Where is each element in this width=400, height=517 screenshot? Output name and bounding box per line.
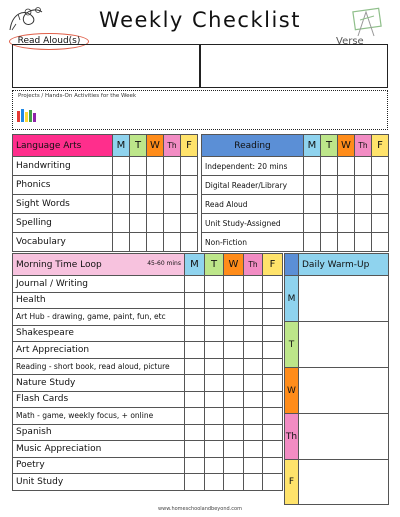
check-cell[interactable]	[181, 176, 198, 195]
check-cell[interactable]	[164, 233, 181, 252]
morning-time-table	[12, 253, 283, 491]
check-cell[interactable]	[205, 325, 224, 342]
warm-up-day-monday: M	[285, 276, 299, 322]
check-cell[interactable]	[164, 157, 181, 176]
check-cell[interactable]	[338, 195, 355, 214]
daily-warm-up-heading: Daily Warm-Up	[299, 254, 389, 276]
reading-item-label: Non-Fiction	[202, 233, 304, 252]
verse-box[interactable]	[200, 44, 388, 88]
check-cell[interactable]	[130, 157, 147, 176]
morning-time-heading	[13, 254, 185, 276]
reading-item-label: Digital Reader/Library	[202, 176, 304, 195]
check-cell[interactable]	[224, 441, 244, 458]
check-cell[interactable]	[205, 375, 224, 392]
check-cell[interactable]	[205, 276, 224, 293]
check-cell[interactable]	[113, 233, 130, 252]
check-cell[interactable]	[244, 391, 263, 408]
check-cell[interactable]	[130, 233, 147, 252]
activity-label: Health	[13, 292, 185, 309]
check-cell[interactable]	[263, 441, 283, 458]
warm-up-day-tuesday: T	[285, 322, 299, 368]
warm-up-day-wednesday: W	[285, 368, 299, 414]
check-cell[interactable]	[244, 309, 263, 326]
check-cell[interactable]	[185, 292, 205, 309]
day-wednesday: W	[147, 135, 164, 157]
verse-label: Verse	[336, 36, 364, 47]
check-cell[interactable]	[355, 214, 372, 233]
check-cell[interactable]	[205, 457, 224, 474]
check-cell[interactable]	[130, 176, 147, 195]
check-cell[interactable]	[244, 342, 263, 359]
activity-label: Spanish	[13, 424, 185, 441]
check-cell[interactable]	[130, 214, 147, 233]
check-cell[interactable]	[321, 214, 338, 233]
day-monday: M	[185, 254, 205, 276]
check-cell[interactable]	[263, 342, 283, 359]
check-cell[interactable]	[321, 176, 338, 195]
check-cell[interactable]	[338, 214, 355, 233]
projects-label: Projects / Hands-On Activities for the Week	[18, 93, 137, 99]
check-cell[interactable]	[113, 176, 130, 195]
check-cell[interactable]	[185, 358, 205, 375]
check-cell[interactable]	[164, 176, 181, 195]
check-cell[interactable]	[304, 214, 321, 233]
check-cell[interactable]	[185, 474, 205, 491]
day-thursday: Th	[355, 135, 372, 157]
check-cell[interactable]	[321, 157, 338, 176]
check-cell[interactable]	[244, 408, 263, 425]
check-cell[interactable]	[304, 233, 321, 252]
check-cell[interactable]	[164, 195, 181, 214]
check-cell[interactable]	[185, 375, 205, 392]
check-cell[interactable]	[304, 195, 321, 214]
activity-label: Journal / Writing	[13, 276, 185, 293]
check-cell[interactable]	[355, 195, 372, 214]
check-cell[interactable]	[185, 309, 205, 326]
check-cell[interactable]	[113, 214, 130, 233]
check-cell[interactable]	[263, 309, 283, 326]
check-cell[interactable]	[244, 276, 263, 293]
activity-label: Poetry	[13, 457, 185, 474]
check-cell[interactable]	[304, 176, 321, 195]
check-cell[interactable]	[185, 276, 205, 293]
day-tuesday: T	[205, 254, 224, 276]
check-cell[interactable]	[263, 457, 283, 474]
check-cell[interactable]	[263, 292, 283, 309]
check-cell[interactable]	[224, 424, 244, 441]
reading-item-label: Read Aloud	[202, 195, 304, 214]
check-cell[interactable]	[244, 375, 263, 392]
warm-up-day-thursday: Th	[285, 414, 299, 460]
check-cell[interactable]	[185, 441, 205, 458]
crayons-icon	[16, 107, 38, 123]
check-cell[interactable]	[224, 325, 244, 342]
check-cell[interactable]	[185, 408, 205, 425]
reading-item-label: Unit Study-Assigned	[202, 214, 304, 233]
check-cell[interactable]	[244, 424, 263, 441]
check-cell[interactable]	[224, 408, 244, 425]
activity-label: Unit Study	[13, 474, 185, 491]
check-cell[interactable]	[321, 233, 338, 252]
check-cell[interactable]	[372, 157, 389, 176]
warm-up-cell[interactable]	[299, 368, 389, 414]
day-tuesday: T	[130, 135, 147, 157]
day-monday: M	[113, 135, 130, 157]
check-cell[interactable]	[224, 309, 244, 326]
check-cell[interactable]	[205, 358, 224, 375]
check-cell[interactable]	[244, 358, 263, 375]
day-friday: F	[372, 135, 389, 157]
check-cell[interactable]	[205, 408, 224, 425]
read-aloud-box[interactable]	[12, 44, 200, 88]
check-cell[interactable]	[263, 474, 283, 491]
check-cell[interactable]	[205, 309, 224, 326]
page-title: Weekly Checklist	[99, 8, 301, 32]
warm-up-day-friday: F	[285, 460, 299, 505]
check-cell[interactable]	[338, 157, 355, 176]
check-cell[interactable]	[147, 157, 164, 176]
check-cell[interactable]	[205, 441, 224, 458]
check-cell[interactable]	[164, 214, 181, 233]
check-cell[interactable]	[244, 457, 263, 474]
check-cell[interactable]	[263, 276, 283, 293]
warm-up-cell[interactable]	[299, 276, 389, 322]
footer-url: www.homeschoolandbeyond.com	[158, 506, 242, 512]
activity-label: Nature Study	[13, 375, 185, 392]
check-cell[interactable]	[113, 157, 130, 176]
activity-label: Shakespeare	[13, 325, 185, 342]
check-cell[interactable]	[224, 375, 244, 392]
reading-heading: Reading	[202, 135, 304, 157]
activity-label: Flash Cards	[13, 391, 185, 408]
day-wednesday: W	[224, 254, 244, 276]
check-cell[interactable]	[185, 325, 205, 342]
check-cell[interactable]	[113, 195, 130, 214]
check-cell[interactable]	[244, 325, 263, 342]
check-cell[interactable]	[263, 408, 283, 425]
check-cell[interactable]	[244, 292, 263, 309]
check-cell[interactable]	[130, 195, 147, 214]
warm-up-cell[interactable]	[299, 322, 389, 368]
subject-label: Spelling	[13, 214, 113, 233]
check-cell[interactable]	[263, 391, 283, 408]
subject-label: Vocabulary	[13, 233, 113, 252]
check-cell[interactable]	[147, 195, 164, 214]
check-cell[interactable]	[224, 457, 244, 474]
check-cell[interactable]	[355, 233, 372, 252]
warm-up-cell[interactable]	[299, 414, 389, 460]
day-thursday: Th	[164, 135, 181, 157]
day-wednesday: W	[338, 135, 355, 157]
warm-up-cell[interactable]	[299, 460, 389, 505]
check-cell[interactable]	[224, 391, 244, 408]
check-cell[interactable]	[205, 342, 224, 359]
morning-time-title: Morning Time Loop	[16, 259, 102, 270]
check-cell[interactable]	[355, 157, 372, 176]
activity-label: Art Hub - drawing, game, paint, fun, etc	[13, 309, 185, 326]
check-cell[interactable]	[185, 457, 205, 474]
language-arts-table	[12, 134, 198, 252]
activity-label: Reading - short book, read aloud, picture	[13, 358, 185, 375]
check-cell[interactable]	[205, 474, 224, 491]
check-cell[interactable]	[181, 233, 198, 252]
check-cell[interactable]	[205, 292, 224, 309]
check-cell[interactable]	[372, 176, 389, 195]
morning-time-duration: 45-60 mins	[147, 259, 181, 267]
day-tuesday: T	[321, 135, 338, 157]
check-cell[interactable]	[263, 375, 283, 392]
check-cell[interactable]	[338, 233, 355, 252]
check-cell[interactable]	[263, 424, 283, 441]
subject-label: Sight Words	[13, 195, 113, 214]
language-arts-heading: Language Arts	[13, 135, 113, 157]
check-cell[interactable]	[263, 325, 283, 342]
check-cell[interactable]	[147, 233, 164, 252]
read-aloud-label: Read Aloud(s)	[9, 33, 89, 50]
check-cell[interactable]	[304, 157, 321, 176]
check-cell[interactable]	[205, 391, 224, 408]
check-cell[interactable]	[181, 195, 198, 214]
check-cell[interactable]	[372, 214, 389, 233]
check-cell[interactable]	[185, 342, 205, 359]
reading-item-label: Independent: 20 mins	[202, 157, 304, 176]
check-cell[interactable]	[355, 176, 372, 195]
check-cell[interactable]	[338, 176, 355, 195]
check-cell[interactable]	[205, 424, 224, 441]
day-monday: M	[304, 135, 321, 157]
check-cell[interactable]	[224, 276, 244, 293]
check-cell[interactable]	[263, 358, 283, 375]
check-cell[interactable]	[321, 195, 338, 214]
check-cell[interactable]	[181, 214, 198, 233]
day-friday: F	[263, 254, 283, 276]
daily-warm-up-table	[284, 253, 389, 505]
check-cell[interactable]	[244, 441, 263, 458]
day-friday: F	[181, 135, 198, 157]
subject-label: Handwriting	[13, 157, 113, 176]
reading-table	[201, 134, 389, 252]
check-cell[interactable]	[244, 474, 263, 491]
subject-label: Phonics	[13, 176, 113, 195]
check-cell[interactable]	[147, 176, 164, 195]
check-cell[interactable]	[185, 391, 205, 408]
check-cell[interactable]	[224, 342, 244, 359]
check-cell[interactable]	[185, 424, 205, 441]
activity-label: Art Appreciation	[13, 342, 185, 359]
check-cell[interactable]	[372, 233, 389, 252]
day-thursday: Th	[244, 254, 263, 276]
check-cell[interactable]	[147, 214, 164, 233]
check-cell[interactable]	[224, 358, 244, 375]
activity-label: Math - game, weekly focus, + online	[13, 408, 185, 425]
check-cell[interactable]	[224, 474, 244, 491]
check-cell[interactable]	[372, 195, 389, 214]
activity-label: Music Appreciation	[13, 441, 185, 458]
warm-up-corner	[285, 254, 299, 276]
check-cell[interactable]	[224, 292, 244, 309]
check-cell[interactable]	[181, 157, 198, 176]
